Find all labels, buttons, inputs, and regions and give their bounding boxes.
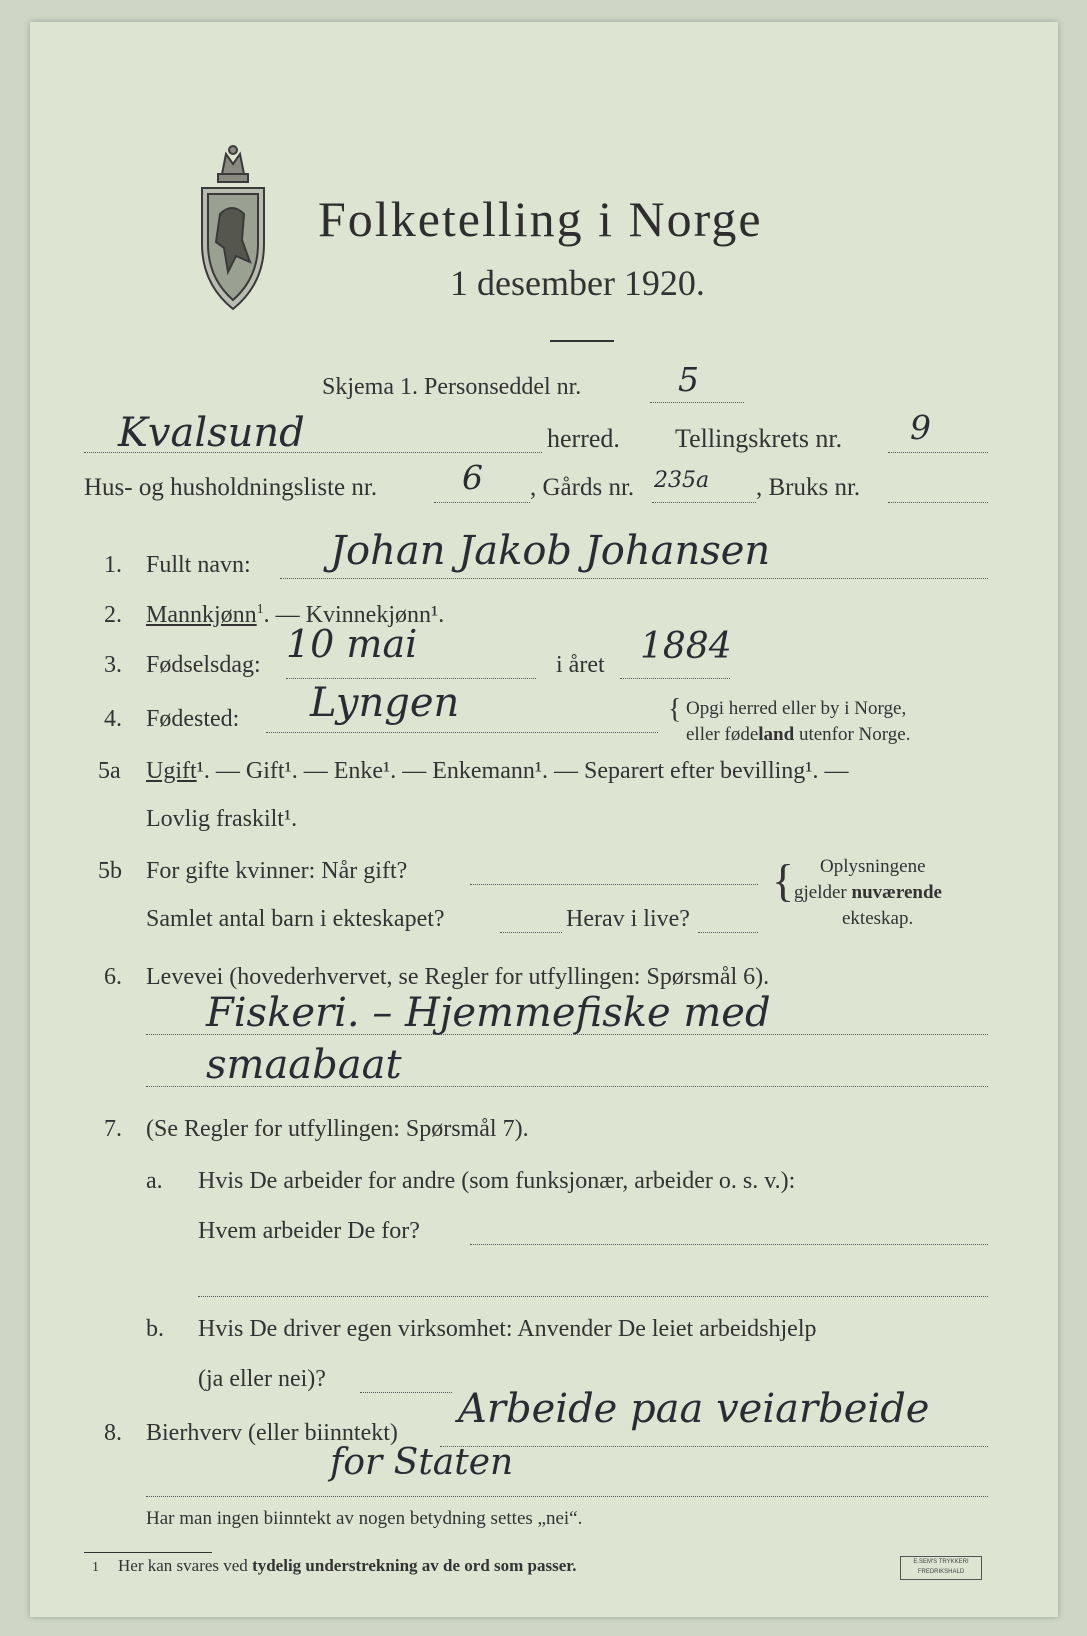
- footnote-text: Her kan svares ved tydelig understrekning av de ord som passer.: [118, 1556, 577, 1575]
- herred-value[interactable]: Kvalsund: [118, 410, 305, 456]
- full-name-value[interactable]: Johan Jakob Johansen: [330, 528, 771, 574]
- q7a-label2: Hvem arbeider De for?: [198, 1218, 420, 1244]
- q8-line2: [146, 1496, 988, 1497]
- q6-number: 6.: [104, 964, 122, 990]
- q8-label: Bierhverv (eller biinntekt): [146, 1420, 398, 1446]
- q1-label: Fullt navn:: [146, 552, 251, 578]
- occupation-value-line1[interactable]: Fiskeri. – Hjemmefiske med: [206, 990, 771, 1036]
- side-income-value-line2[interactable]: for Staten: [330, 1442, 514, 1483]
- q1-line: [280, 578, 988, 579]
- herred-line: [84, 452, 542, 453]
- person-no-value[interactable]: 5: [678, 360, 699, 399]
- q8-number: 8.: [104, 1420, 122, 1446]
- q5b-note-line2: gjelder nuværende: [794, 882, 942, 903]
- q5b-line: [470, 884, 758, 885]
- q7b-letter: b.: [146, 1316, 164, 1342]
- q5b-note-line3: ekteskap.: [842, 908, 914, 929]
- q5a-ugift-option[interactable]: Ugift: [146, 758, 197, 784]
- census-date: 1 desember 1920.: [450, 263, 705, 303]
- q2-male-option[interactable]: Mannkjønn: [146, 602, 257, 628]
- birth-date-value[interactable]: 10 mai: [286, 622, 418, 666]
- q8-note: Har man ingen biinntekt av nogen betydning settes „nei“.: [146, 1508, 583, 1529]
- q2-sex-options: Mannkjønn$^1$. — Kvinnekjønn¹.: [146, 602, 445, 628]
- schema-label: Skjema 1. Personseddel nr.: [322, 374, 582, 400]
- krets-value[interactable]: 9: [910, 408, 931, 447]
- husliste-label: Hus- og husholdningsliste nr.: [84, 474, 378, 501]
- gards-line: [652, 502, 756, 503]
- footnote-rule: [84, 1552, 212, 1553]
- bruks-line: [888, 502, 988, 503]
- form-title: Folketelling i Norge: [318, 191, 763, 247]
- q5b-number: 5b: [98, 858, 122, 884]
- q7a-letter: a.: [146, 1168, 163, 1194]
- q3-label: Fødselsdag:: [146, 652, 261, 678]
- q7b-line: [360, 1392, 452, 1393]
- krets-label: Tellingskrets nr.: [675, 424, 843, 453]
- q5b-label: For gifte kvinner: Når gift?: [146, 858, 408, 884]
- q6-label: Levevei (hovederhvervet, se Regler for utfyllingen: Spørsmål 6).: [146, 964, 770, 990]
- husliste-value[interactable]: 6: [462, 458, 483, 497]
- q5a-line2: Lovlig fraskilt¹.: [146, 806, 298, 832]
- q7b-label2: (ja eller nei)?: [198, 1366, 326, 1392]
- q5b-line3: [698, 932, 758, 933]
- occupation-value-line2[interactable]: smaabaat: [206, 1042, 402, 1088]
- norwegian-coat-of-arms-icon: [192, 144, 274, 314]
- q4-label: Fødested:: [146, 706, 240, 732]
- q7a-label: Hvis De arbeider for andre (som funksjonær, arbeider o. s. v.):: [198, 1168, 796, 1194]
- q6-line2: [146, 1086, 988, 1087]
- q7-number: 7.: [104, 1116, 122, 1142]
- q4-brace: {: [668, 694, 682, 725]
- q7a-line1: [470, 1244, 988, 1245]
- q3-line: [286, 678, 536, 679]
- q3-year-line: [620, 678, 730, 679]
- q5b-note-line1: Oplysningene: [820, 856, 926, 877]
- q5a-number: 5a: [98, 758, 121, 784]
- q7b-label: Hvis De driver egen virksomhet: Anvender De leiet arbeidshjelp: [198, 1316, 817, 1342]
- printer-stamp: E.SEM'S TRYKKERI FREDRIKSHALD: [900, 1556, 982, 1580]
- footnote-mark: 1: [92, 1560, 99, 1575]
- q2-number: 2.: [104, 602, 122, 628]
- bruks-label: , Bruks nr.: [756, 474, 861, 501]
- side-income-value-line1[interactable]: Arbeide paa veiarbeide: [458, 1386, 930, 1432]
- q3-year-label: i året: [556, 652, 605, 678]
- census-form-page: [30, 22, 1058, 1617]
- q7-label: (Se Regler for utfyllingen: Spørsmål 7).: [146, 1116, 529, 1142]
- q4-note-line2: eller fødeland utenfor Norge.: [686, 724, 911, 745]
- birth-year-value[interactable]: 1884: [640, 626, 732, 667]
- q2-female-option[interactable]: . — Kvinnekjønn¹.: [263, 602, 445, 628]
- q5b-label2: Samlet antal barn i ekteskapet?: [146, 906, 445, 932]
- husliste-line: [434, 502, 530, 503]
- gards-value[interactable]: 235a: [654, 468, 710, 493]
- q6-line1: [146, 1034, 988, 1035]
- herred-label: herred.: [547, 424, 620, 453]
- q8-line1: [440, 1446, 988, 1447]
- q4-line: [266, 732, 658, 733]
- q7a-line2: [198, 1296, 988, 1297]
- q5b-brace: {: [772, 855, 795, 906]
- q5b-label3: Herav i live?: [566, 906, 690, 932]
- q3-number: 3.: [104, 652, 122, 678]
- krets-line: [888, 452, 988, 453]
- title-divider: [550, 340, 614, 342]
- q5b-line2: [500, 932, 562, 933]
- person-no-line: [650, 402, 744, 403]
- q1-number: 1.: [104, 552, 122, 578]
- birthplace-value[interactable]: Lyngen: [310, 680, 460, 726]
- q5a-options: Ugift¹. — Gift¹. — Enke¹. — Enkemann¹. — Separert efter bevilling¹. —: [146, 758, 849, 784]
- q4-note-line1: Opgi herred eller by i Norge,: [686, 698, 907, 719]
- gards-label: , Gårds nr.: [530, 474, 635, 501]
- q4-number: 4.: [104, 706, 122, 732]
